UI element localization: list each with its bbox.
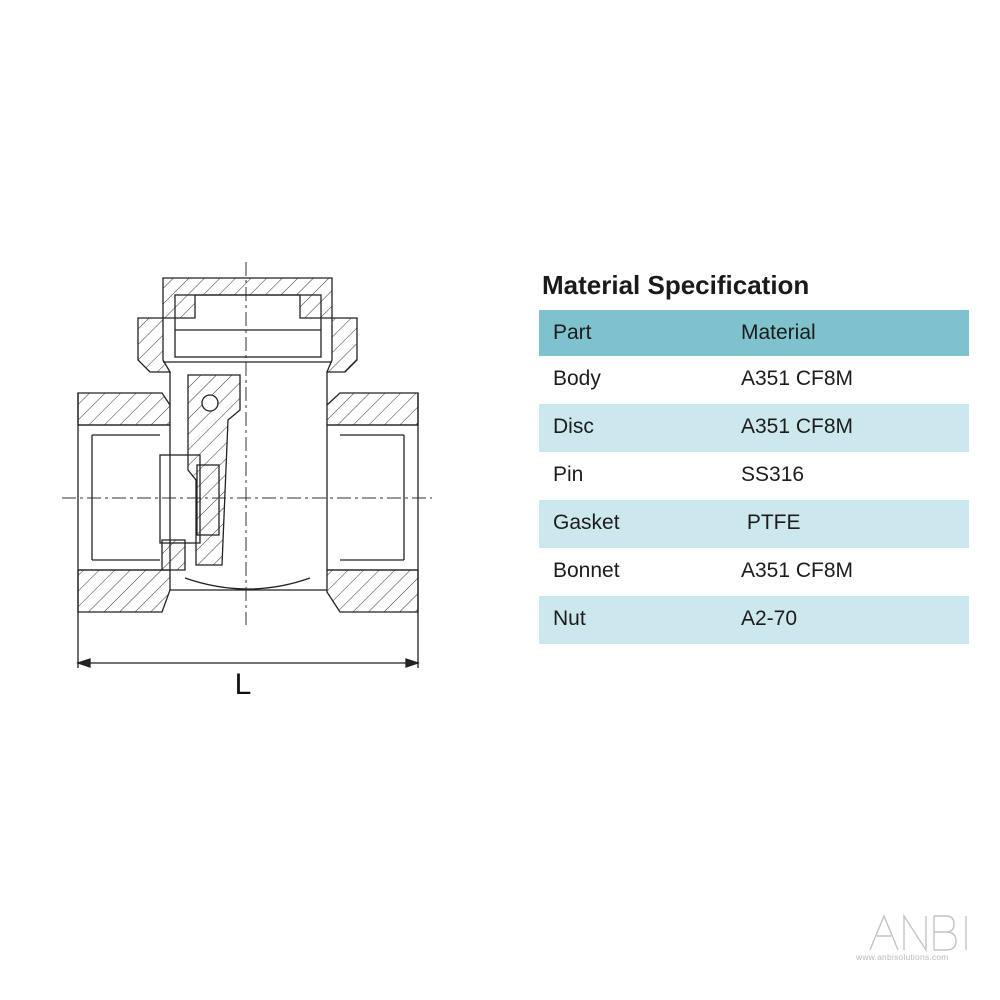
row-material: SS316 <box>741 463 805 486</box>
table-row <box>539 404 969 452</box>
header-part: Part <box>553 321 592 344</box>
watermark-url: www.anbisolutions.com <box>856 952 949 962</box>
table-header-row <box>539 310 969 356</box>
dimension-arrow-right <box>406 659 418 667</box>
row-part: Gasket <box>553 511 620 534</box>
dimension-arrow-left <box>78 659 90 667</box>
row-part: Disc <box>553 415 594 438</box>
bonnet-cap <box>163 278 332 318</box>
row-material: A351 CF8M <box>741 367 854 390</box>
table-row <box>539 548 969 596</box>
row-part: Pin <box>553 463 584 486</box>
body-bowl <box>170 578 327 590</box>
row-material: A351 CF8M <box>741 415 854 438</box>
hinge-pin <box>202 395 218 411</box>
dimension-label-length: L <box>234 668 252 701</box>
header-material: Material <box>741 321 816 344</box>
table-row <box>539 596 969 644</box>
bonnet-inner-block <box>175 295 321 357</box>
row-material: A2-70 <box>741 607 798 630</box>
table-row <box>539 500 969 548</box>
anbi-logo-icon <box>868 912 978 952</box>
spec-title: Material Specification <box>542 270 810 300</box>
material-spec-table <box>539 310 969 644</box>
seat-lower-wall <box>162 540 185 570</box>
row-part: Nut <box>553 607 586 630</box>
table-row <box>539 452 969 500</box>
row-part: Bonnet <box>553 559 620 582</box>
bonnet-right-flange <box>327 318 357 372</box>
right-body-bottom-wall <box>327 570 418 612</box>
row-part: Body <box>553 367 601 390</box>
right-body-top-wall <box>327 393 418 425</box>
row-material: A351 CF8M <box>741 559 854 582</box>
left-body-top-wall <box>78 393 170 425</box>
bonnet-left-flange <box>138 318 170 372</box>
table-row <box>539 356 969 404</box>
left-body-bottom-wall <box>78 570 170 612</box>
row-material: PTFE <box>741 511 801 534</box>
